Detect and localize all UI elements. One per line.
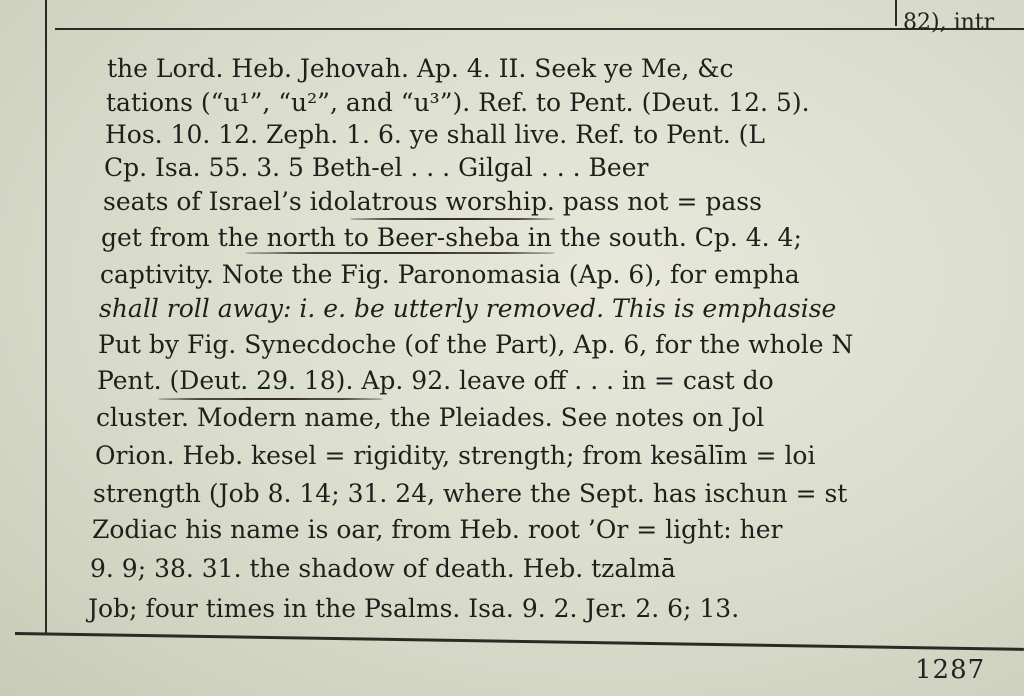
corner-fragment: 82), intr	[903, 10, 995, 35]
text-line: captivity. Note the Fig. Paronomasia (Ap. 6), for empha	[100, 260, 800, 289]
text-line: cluster. Modern name, the Pleiades. See notes on Jol	[96, 403, 765, 432]
text-line: Pent. (Deut. 29. 18). Ap. 92. leave off . . . in = cast do	[97, 366, 774, 395]
text-line: get from the north to Beer-sheba in the south. Cp. 4. 4;	[101, 223, 802, 252]
pen-underline	[350, 218, 555, 220]
text-line: Hos. 10. 12. Zeph. 1. 6. ye shall live. Ref. to Pent. (L	[105, 120, 765, 149]
text-line: strength (Job 8. 14; 31. 24, where the Sept. has ischun = st	[93, 479, 848, 508]
page-number: 1287	[915, 655, 986, 685]
text-line: Orion. Heb. kesel = rigidity, strength; from kesālīm = loi	[95, 441, 816, 470]
pen-underline	[245, 252, 555, 254]
text-line: Job; four times in the Psalms. Isa. 9. 2. Jer. 2. 6; 13.	[88, 594, 740, 623]
text-line: Zodiac his name is oar, from Heb. root ’Or = light: her	[92, 515, 783, 544]
text-line: Cp. Isa. 55. 3. 5 Beth-el . . . Gilgal . . . Beer	[104, 153, 649, 182]
pen-underline	[158, 398, 383, 400]
text-line: shall roll away: i. e. be utterly removed. This is emphasise	[99, 294, 837, 323]
text-line: Put by Fig. Synecdoche (of the Part), Ap. 6, for the whole N	[98, 330, 854, 359]
text-line: tations (“u¹”, “u²”, and “u³”). Ref. to Pent. (Deut. 12. 5).	[106, 88, 810, 117]
text-line: the Lord. Heb. Jehovah. Ap. 4. II. Seek ye Me, &c	[107, 54, 734, 83]
text-line: 9. 9; 38. 31. the shadow of death. Heb. tzalmā	[90, 554, 676, 583]
text-line: seats of Israel’s idolatrous worship. pass not = pass	[103, 187, 762, 216]
